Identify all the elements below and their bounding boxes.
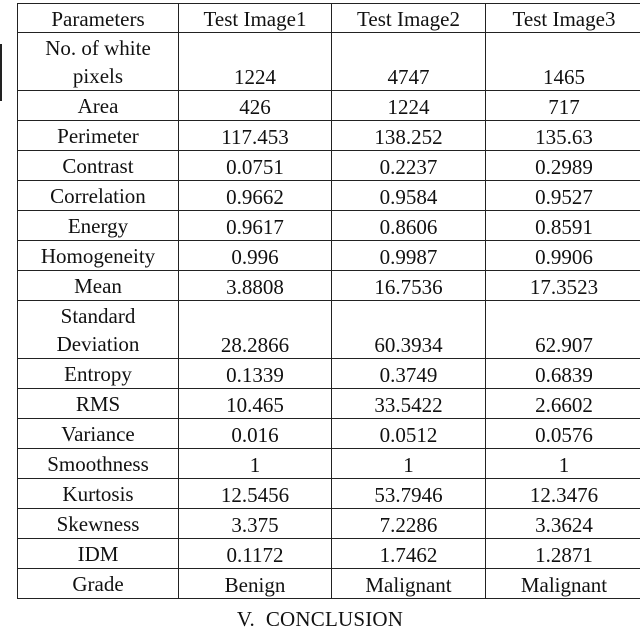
header-cell: Parameters <box>18 4 179 33</box>
value-cell: 3.8808 <box>179 270 332 300</box>
value-cell: 17.3523 <box>486 270 640 300</box>
value-cell: 0.3749 <box>332 358 486 388</box>
value-cell: 1.2871 <box>486 538 640 568</box>
value-cell: 717 <box>486 90 640 120</box>
value-cell: 0.0576 <box>486 418 640 448</box>
value-cell: 28.2866 <box>179 300 332 358</box>
table-row <box>18 270 640 300</box>
value-cell: 0.9987 <box>332 240 486 270</box>
value-cell: 0.9662 <box>179 180 332 210</box>
table-row <box>18 120 640 150</box>
value-cell: 117.453 <box>179 120 332 150</box>
parameter-cell: Skewness <box>18 508 179 538</box>
value-cell: 60.3934 <box>332 300 486 358</box>
value-cell: 0.996 <box>179 240 332 270</box>
value-cell: 7.2286 <box>332 508 486 538</box>
value-cell: 0.0512 <box>332 418 486 448</box>
value-cell: 1224 <box>332 90 486 120</box>
parameter-cell: Contrast <box>18 150 179 180</box>
table-row <box>18 388 640 418</box>
value-cell: 1465 <box>486 32 640 90</box>
header-cell: Test Image2 <box>332 4 486 33</box>
parameter-cell: Mean <box>18 270 179 300</box>
value-cell: 0.016 <box>179 418 332 448</box>
value-cell: 0.8591 <box>486 210 640 240</box>
parameter-cell: No. of white pixels <box>18 32 179 90</box>
parameter-cell: Smoothness <box>18 448 179 478</box>
parameter-cell: Homogeneity <box>18 240 179 270</box>
parameter-cell: Kurtosis <box>18 478 179 508</box>
value-cell: 2.6602 <box>486 388 640 418</box>
value-cell: 0.2989 <box>486 150 640 180</box>
table-row <box>18 210 640 240</box>
value-cell: 0.9906 <box>486 240 640 270</box>
value-cell: 426 <box>179 90 332 120</box>
table-row <box>18 90 640 120</box>
value-cell: 16.7536 <box>332 270 486 300</box>
parameter-cell: Variance <box>18 418 179 448</box>
value-cell: 0.9584 <box>332 180 486 210</box>
table-row <box>18 508 640 538</box>
value-cell: 10.465 <box>179 388 332 418</box>
parameter-cell: Standard Deviation <box>18 300 179 358</box>
value-cell: 0.9617 <box>179 210 332 240</box>
value-cell: Malignant <box>486 568 640 598</box>
value-cell: 138.252 <box>332 120 486 150</box>
table-row <box>18 448 640 478</box>
value-cell: 12.3476 <box>486 478 640 508</box>
value-cell: 0.1172 <box>179 538 332 568</box>
value-cell: 0.2237 <box>332 150 486 180</box>
value-cell: 1.7462 <box>332 538 486 568</box>
value-cell: 135.63 <box>486 120 640 150</box>
value-cell: Malignant <box>332 568 486 598</box>
table-row <box>18 150 640 180</box>
parameters-table <box>17 3 640 599</box>
table-row <box>18 538 640 568</box>
value-cell: 53.7946 <box>332 478 486 508</box>
value-cell: 4747 <box>332 32 486 90</box>
value-cell: 1 <box>486 448 640 478</box>
parameter-cell: RMS <box>18 388 179 418</box>
table-row <box>18 180 640 210</box>
section-heading: V. CONCLUSION <box>236 607 404 631</box>
value-cell: Benign <box>179 568 332 598</box>
table-row <box>18 358 640 388</box>
margin-mark <box>0 44 2 101</box>
value-cell: 0.1339 <box>179 358 332 388</box>
value-cell: 0.9527 <box>486 180 640 210</box>
table-row <box>18 418 640 448</box>
value-cell: 1 <box>332 448 486 478</box>
header-cell: Test Image1 <box>179 4 332 33</box>
value-cell: 0.6839 <box>486 358 640 388</box>
table-row <box>18 568 640 598</box>
value-cell: 0.0751 <box>179 150 332 180</box>
parameter-cell: Grade <box>18 568 179 598</box>
parameter-cell: IDM <box>18 538 179 568</box>
table-row <box>18 240 640 270</box>
value-cell: 1 <box>179 448 332 478</box>
parameter-cell: Entropy <box>18 358 179 388</box>
value-cell: 3.3624 <box>486 508 640 538</box>
header-cell: Test Image3 <box>486 4 640 33</box>
parameter-cell: Perimeter <box>18 120 179 150</box>
parameter-cell: Area <box>18 90 179 120</box>
value-cell: 12.5456 <box>179 478 332 508</box>
table-header-row <box>18 4 640 33</box>
value-cell: 3.375 <box>179 508 332 538</box>
parameter-cell: Correlation <box>18 180 179 210</box>
table-row <box>18 478 640 508</box>
value-cell: 0.8606 <box>332 210 486 240</box>
value-cell: 33.5422 <box>332 388 486 418</box>
value-cell: 1224 <box>179 32 332 90</box>
value-cell: 62.907 <box>486 300 640 358</box>
table-row <box>18 300 640 358</box>
parameter-cell: Energy <box>18 210 179 240</box>
table-row <box>18 32 640 90</box>
